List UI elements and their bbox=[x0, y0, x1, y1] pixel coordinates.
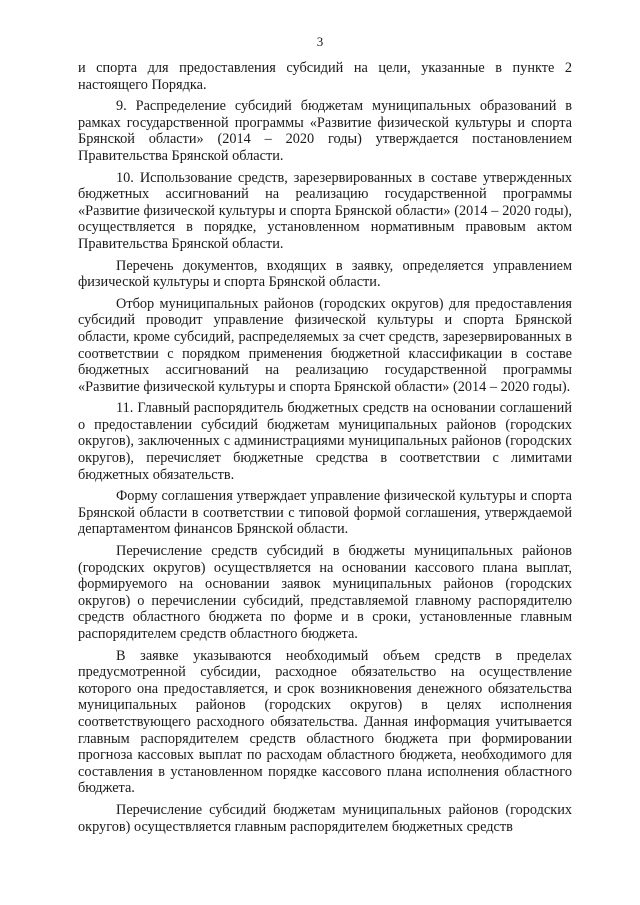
paragraph-documents-list: Перечень документов, входящих в заявку, определяется управлением физической культуры и спорта Брянской области. bbox=[78, 257, 572, 291]
document-body bbox=[78, 60, 572, 840]
paragraph-application: В заявке указываются необходимый объем средств в пределах предусмотренной субсидии, расходное обязательство на осуществление которого она предоставляется, и срок возникновения денежного обязательства муниципальных районов (городских округов) в целях исполнения соответствующего расходного обязательства. Данная информация учитывается главным распорядителем средств областного бюджета при формировании прогноза кассовых выплат по расходам областного бюджета, необходимого для составления в установленном порядке кассового плана исполнения областного бюджета. bbox=[78, 647, 572, 797]
paragraph-item-11: 11. Главный распорядитель бюджетных средств на основании соглашений о предоставлении субсидий бюджетам муниципальных районов (городских округов), заключенных с администрациями муниципальных районов (городских округов), перечисляет бюджетные средства в соответствии с лимитами бюджетных обязательств. bbox=[78, 400, 572, 483]
paragraph-item-10: 10. Использование средств, зарезервированных в составе утвержденных бюджетных ассигнований на реализацию государственной программы «Развитие физической культуры и спорта Брянской области» (2014 – 2020 годы), осуществляется в порядке, установленном нормативным правовым актом Правительства Брянской области. bbox=[78, 169, 572, 252]
paragraph-transfer-subsidies: Перечисление субсидий бюджетам муниципальных районов (городских округов) осуществляется главным распорядителем бюджетных средств bbox=[78, 801, 572, 835]
paragraph-agreement-form: Форму соглашения утверждает управление физической культуры и спорта Брянской области в соответствии с типовой формой соглашения, утверждаемой департаментом финансов Брянской области. bbox=[78, 488, 572, 538]
paragraph-continuation: и спорта для предоставления субсидий на цели, указанные в пункте 2 настоящего Порядка. bbox=[78, 60, 572, 93]
page-number: 3 bbox=[316, 34, 324, 49]
paragraph-transfer: Перечисление средств субсидий в бюджеты муниципальных районов (городских округов) осуществляется на основании кассового плана выплат, формируемого на основании заявок муниципальных районов (городских округов) о перечислении субсидий, представляемой главному распорядителю средств областного бюджета по форме и в сроки, установленные главным распорядителем средств областного бюджета. bbox=[78, 543, 572, 642]
paragraph-selection: Отбор муниципальных районов (городских округов) для предоставления субсидий проводит управление физической культуры и спорта Брянской области, кроме субсидий, распределяемых за счет средств, зарезервированных в соответствии с порядком применения бюджетной классификации в составе бюджетных ассигнований на реализацию государственной программы «Развитие физической культуры и спорта Брянской области» (2014 – 2020 годы). bbox=[78, 295, 572, 395]
paragraph-item-9: 9. Распределение субсидий бюджетам муниципальных образований в рамках государственной программы «Развитие физической культуры и спорта Брянской области» (2014 – 2020 годы) утверждается постановлением Правительства Брянской области. bbox=[78, 98, 572, 164]
